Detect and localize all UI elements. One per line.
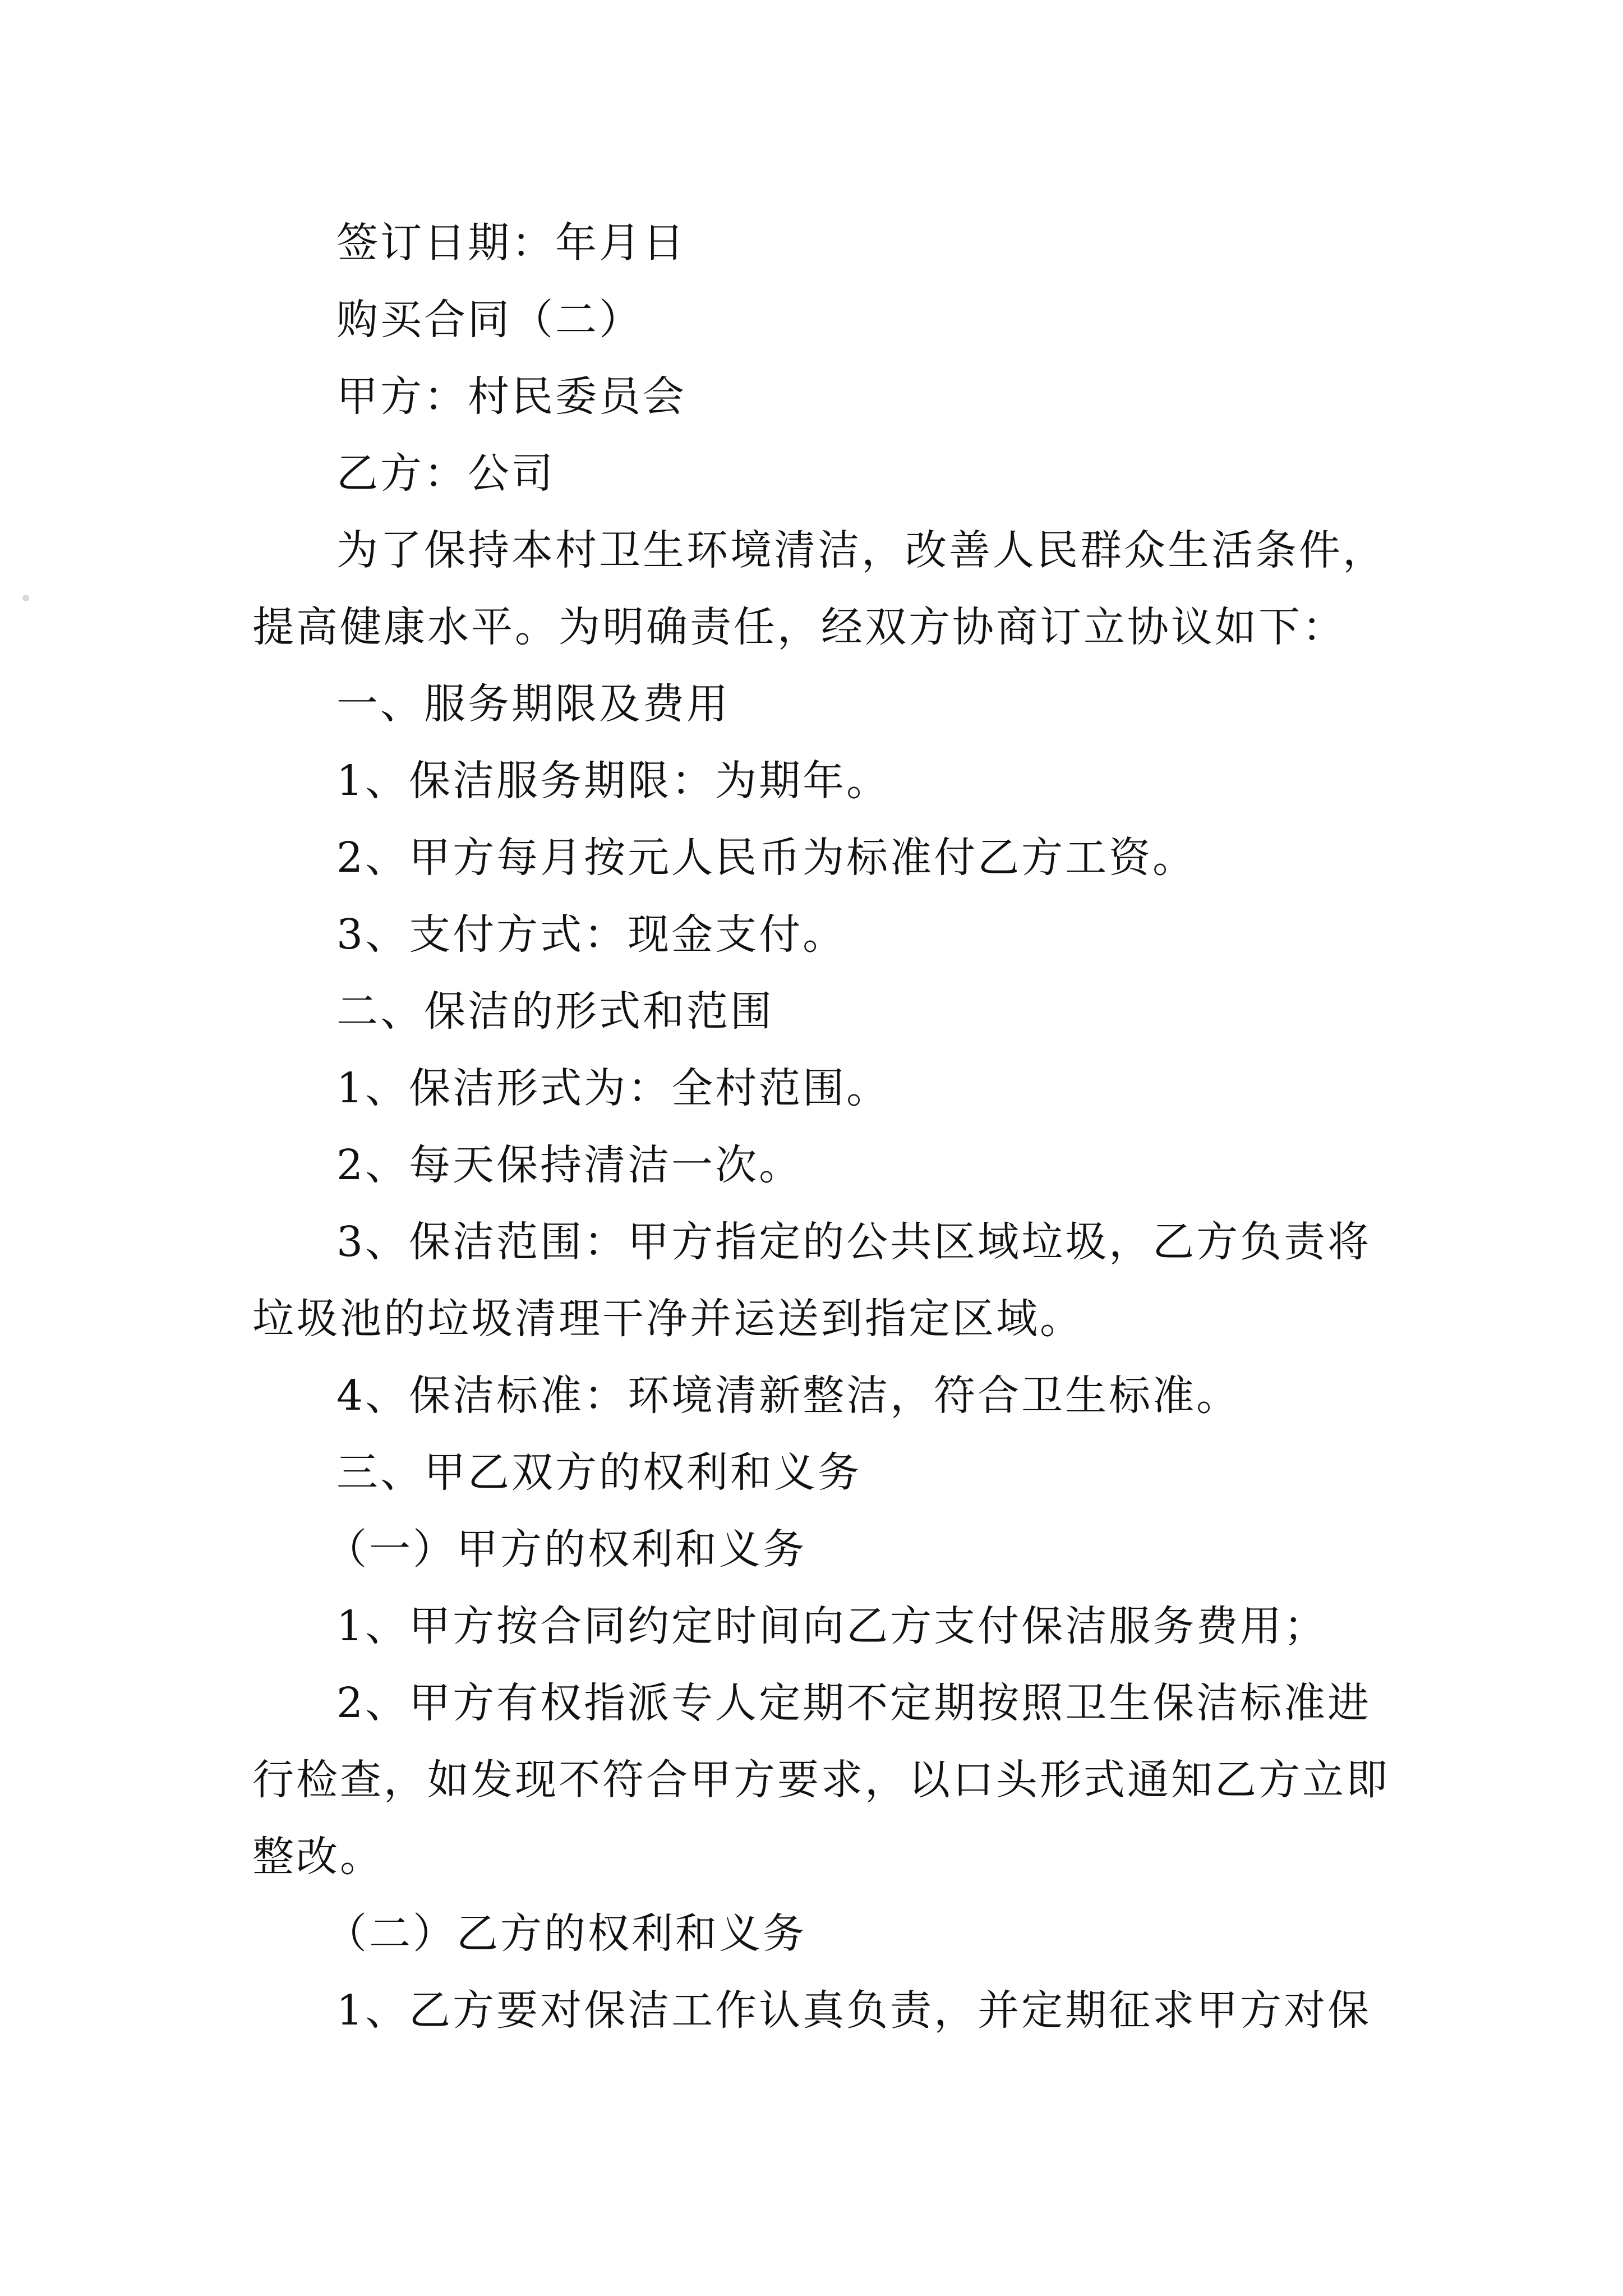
clause-1-1: 1、保洁服务期限：为期年。: [336, 757, 891, 805]
scan-mark: [22, 595, 29, 601]
section-heading-2: 二、保洁的形式和范围: [336, 987, 774, 1036]
preamble-line-2: 提高健康水平。为明确责任，经双方协商订立协议如下：: [252, 603, 1346, 651]
contract-title: 购买合同（二）: [336, 296, 643, 344]
clause-3b-1: 1、乙方要对保洁工作认真负责，并定期征求甲方对保: [336, 1986, 1372, 2035]
clause-1-2: 2、甲方每月按元人民币为标准付乙方工资。: [336, 834, 1197, 882]
clause-2-4: 4、保洁标准：环境清新整洁，符合卫生标准。: [336, 1372, 1241, 1420]
section-heading-1: 一、服务期限及费用: [336, 680, 730, 728]
clause-2-1: 1、保洁形式为：全村范围。: [336, 1064, 891, 1112]
clause-2-3-line-2: 垃圾池的垃圾清理干净并运送到指定区域。: [252, 1295, 1083, 1343]
clause-2-2: 2、每天保持清洁一次。: [336, 1141, 803, 1189]
party-b: 乙方：公司: [336, 449, 555, 498]
subsection-heading-a: （一）甲方的权利和义务: [325, 1525, 806, 1573]
clause-3a-1: 1、甲方按合同约定时间向乙方支付保洁服务费用；: [336, 1602, 1328, 1650]
preamble-line-1: 为了保持本村卫生环境清洁，改善人民群众生活条件，: [336, 526, 1386, 574]
clause-3a-2-line-3: 整改。: [252, 1833, 384, 1881]
clause-3a-2-line-1: 2、甲方有权指派专人定期不定期按照卫生保洁标准进: [336, 1679, 1372, 1727]
party-a: 甲方：村民委员会: [336, 372, 686, 421]
clause-3a-2-line-2: 行检查，如发现不符合甲方要求，以口头形式通知乙方立即: [252, 1756, 1390, 1804]
subsection-heading-b: （二）乙方的权利和义务: [325, 1910, 806, 1958]
clause-1-3: 3、支付方式：现金支付。: [336, 910, 847, 959]
clause-2-3-line-1: 3、保洁范围：甲方指定的公共区域垃圾，乙方负责将: [336, 1218, 1372, 1266]
section-heading-3: 三、甲乙双方的权利和义务: [336, 1448, 861, 1497]
signing-date: 签订日期：年月日: [336, 219, 686, 267]
